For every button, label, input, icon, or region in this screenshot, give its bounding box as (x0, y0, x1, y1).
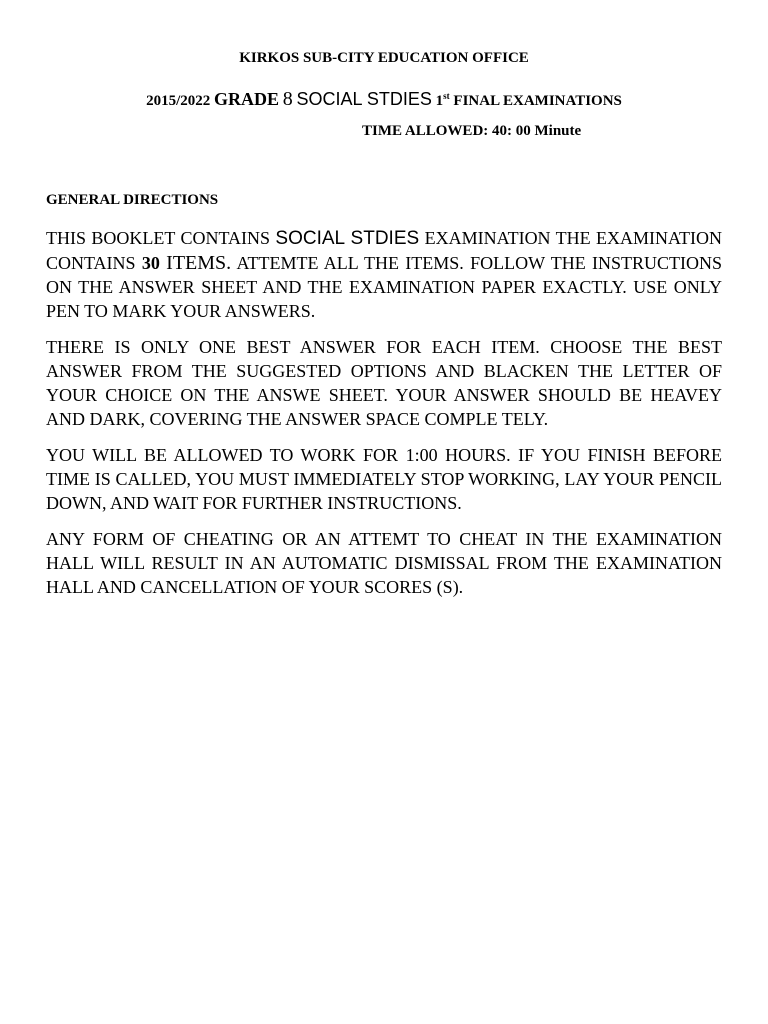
direction-paragraph-3: YOU WILL BE ALLOWED TO WORK FOR 1:00 HOURS. IF YOU FINISH BEFORE TIME IS CALLED, YOU MUST IMMEDIATELY STOP WORKING, LAY YOUR PENCIL DOWN, AND WAIT FOR FURTHER INSTRUCTIONS. (46, 445, 722, 513)
exam-title (0, 84, 768, 113)
term-number: 1st (435, 91, 450, 109)
item-count: 30 (141, 253, 160, 273)
direction-paragraph-4: ANY FORM OF CHEATING OR AN ATTEMT TO CHEAT IN THE EXAMINATION HALL WILL RESULT IN AN AUTOMATIC DISMISSAL FROM THE EXAMINATION HALL AND CANCELLATION OF YOUR SCORES (S). (46, 529, 722, 597)
direction-paragraph-1: THIS BOOKLET CONTAINS SOCIAL STDIES EXAMINATION THE EXAMINATION CONTAINS 30 ITEMS. ATTEMTE ALL THE ITEMS. FOLLOW THE INSTRUCTIONS ON THE ANSWER SHEET AND THE EXAMINATION PAPER EXACTLY. USE ONLY PEN TO MARK YOUR ANSWERS. (46, 228, 723, 321)
directions-heading: GENERAL DIRECTIONS (46, 192, 219, 208)
office-name: KIRKOS SUB-CITY EDUCATION OFFICE (239, 50, 529, 66)
grade-number: 8 (282, 88, 293, 110)
direction-paragraph-2: THERE IS ONLY ONE BEST ANSWER FOR EACH ITEM. CHOOSE THE BEST ANSWER FROM THE SUGGESTED OPTIONS AND BLACKEN THE LETTER OF YOUR CHOICE ON THE ANSWE SHEET. YOUR ANSWER SHOULD BE HEAVEY AND DARK, COVERING THE ANSWER SPACE COMPLE TELY. (46, 337, 722, 429)
directions-body (46, 226, 722, 611)
exam-year: 2015/2022 (146, 93, 211, 109)
time-allowed: TIME ALLOWED: 40: 00 Minute (362, 123, 582, 139)
exam-name: FINAL EXAMINATIONS (453, 93, 622, 109)
grade-word: GRADE (214, 89, 280, 109)
subject-name-inline: SOCIAL STDIES (275, 228, 420, 249)
subject-name: SOCIAL STDIES (296, 89, 432, 109)
term-suffix: st (443, 91, 450, 101)
